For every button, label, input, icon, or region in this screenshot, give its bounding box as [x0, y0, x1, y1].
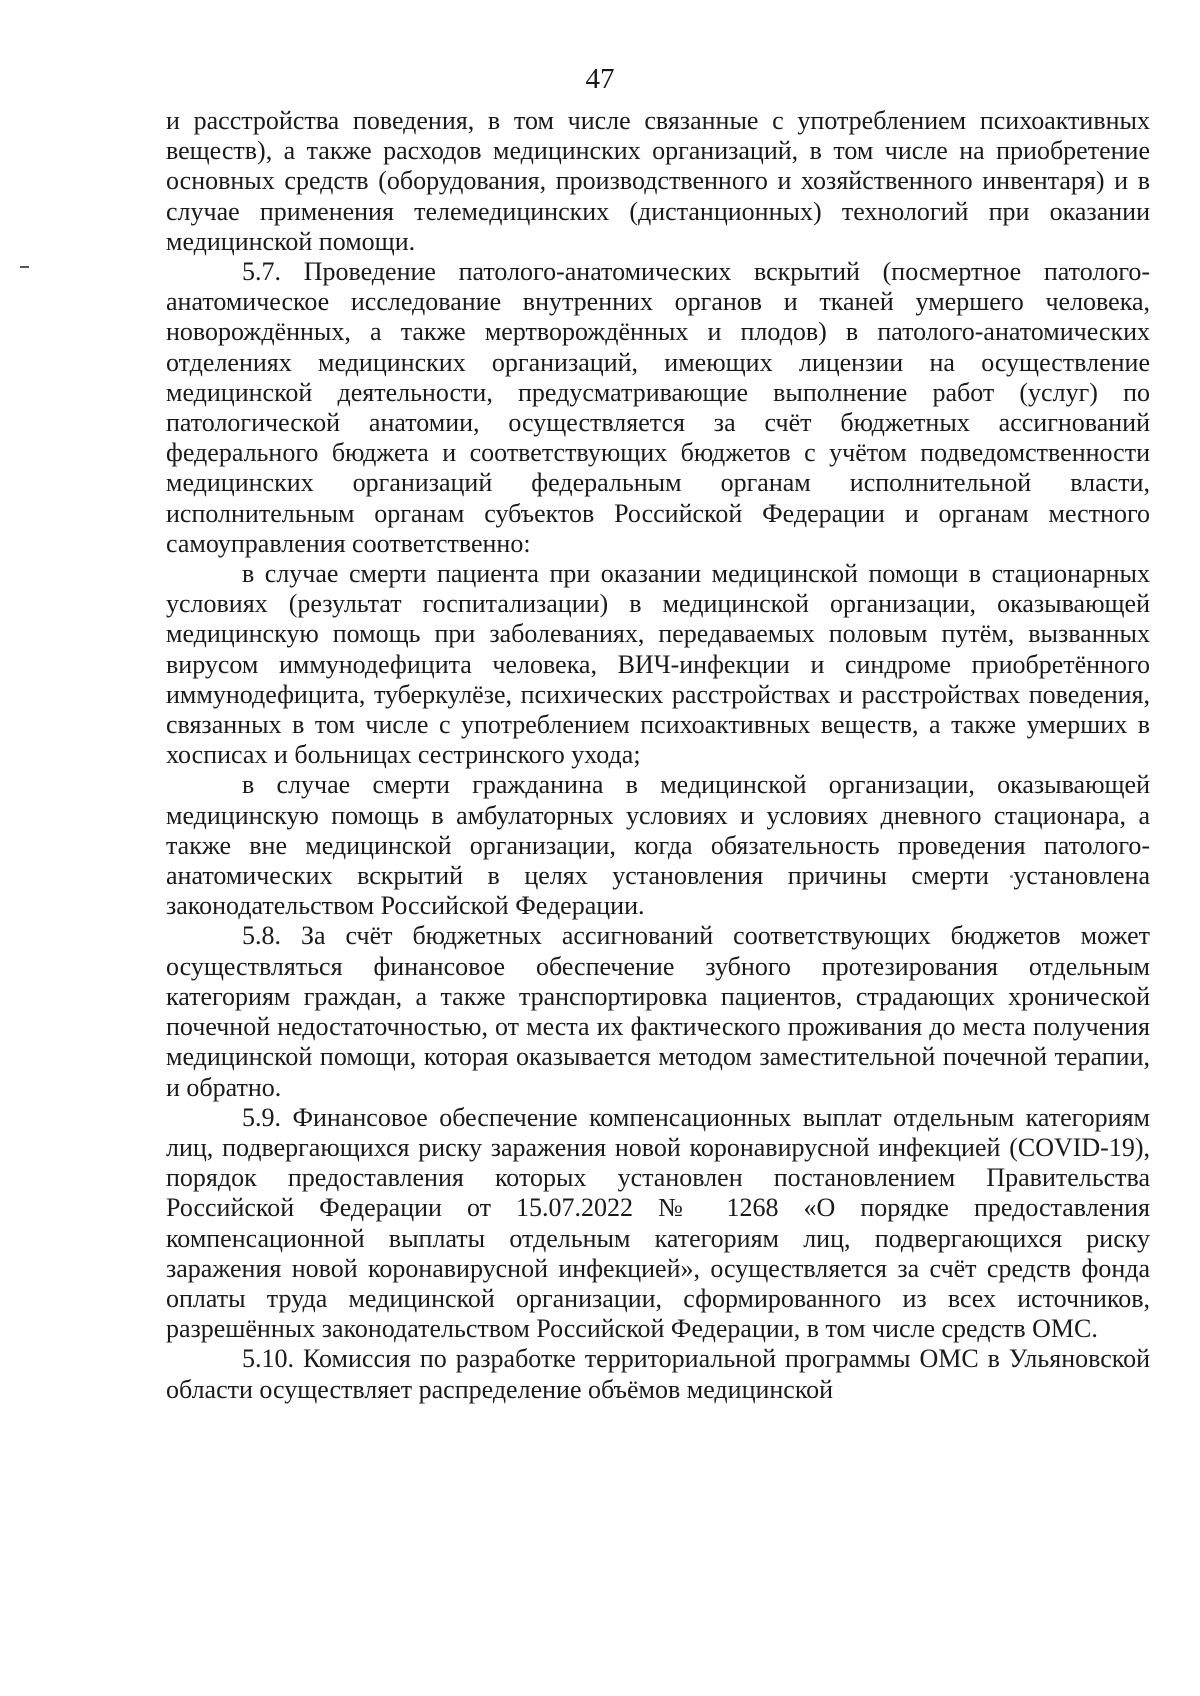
paragraph-5-9: 5.9. Финансовое обеспечение компенсационных выплат отдельным категориям лиц, подвергающихся риску заражения новой коронавирусной инфекцией (COVID-19), порядок предоставления которых установлен постановлением Правительства Российской Федерации от 15.07.2022 № 1268 «О порядке предоставления компенсационной выплаты отдельным категориям лиц, подвергающихся риску заражения новой коронавирусной инфекцией», осуществляется за счёт средств фонда оплаты труда медицинской организации, сформированного из всех источников, разрешённых законодательством Российской Федерации, в том числе средств ОМС.	[166, 1102, 1150, 1344]
paragraph-continuation: и расстройства поведения, в том числе связанные с употреблением психоактивных веществ), а также расходов медицинских организаций, в том числе на приобретение основных средств (оборудования, производственного и хозяйственного инвентаря) и в случае применения телемедицинских (дистанционных) технологий при оказании медицинской помощи.	[166, 106, 1150, 256]
paragraph-5-7: 5.7. Проведение патолого-анатомических вскрытий (посмертное патолого-анатомическое исследование внутренних органов и тканей умершего человека, новорождённых, а также мертворождённых и плодов) в патолого-анатомических отделениях медицинских организаций, имеющих лицензии на осуществление медицинской деятельности, предусматривающие выполнение работ (услуг) по патологической анатомии, осуществляется за счёт бюджетных ассигнований федерального бюджета и соответствующих бюджетов с учётом подведомственности медицинских организаций федеральным органам исполнительной власти, исполнительным органам субъектов Российской Федерации и органам местного самоуправления соответственно:	[166, 257, 1150, 558]
page-number: 47	[585, 63, 615, 95]
document-body	[166, 106, 1150, 1405]
paragraph-5-10: 5.10. Комиссия по разработке территориальной программы ОМС в Ульяновской области осуществляет распределение объёмов медицинской	[166, 1344, 1150, 1404]
scan-artifact-mark	[20, 266, 29, 268]
paragraph-case-inpatient-death: в случае смерти пациента при оказании медицинской помощи в стационарных условиях (результат госпитализации) в медицинской организации, оказывающей медицинскую помощь при заболеваниях, передаваемых половым путём, вызванных вирусом иммунодефицита человека, ВИЧ-инфекции и синдроме приобретённого иммунодефицита, туберкулёзе, психических расстройствах и расстройствах поведения, связанных в том числе с употреблением психоактивных веществ, а также умерших в хосписах и больницах сестринского ухода;	[166, 559, 1150, 770]
paragraph-case-outpatient-death: в случае смерти гражданина в медицинской организации, оказывающей медицинскую помощь в амбулаторных условиях и условиях дневного стационара, а также вне медицинской организации, когда обязательность проведения патолого-анатомических вскрытий в целях установления причины смерти установлена законодательством Российской Федерации.	[166, 770, 1150, 921]
paragraph-5-8: 5.8. За счёт бюджетных ассигнований соответствующих бюджетов может осуществляться финансовое обеспечение зубного протезирования отдельным категориям граждан, а также транспортировка пациентов, страдающих хронической почечной недостаточностью, от места их фактического проживания до места получения медицинской помощи, которая оказывается методом заместительной почечной терапии, и обратно.	[166, 921, 1150, 1102]
